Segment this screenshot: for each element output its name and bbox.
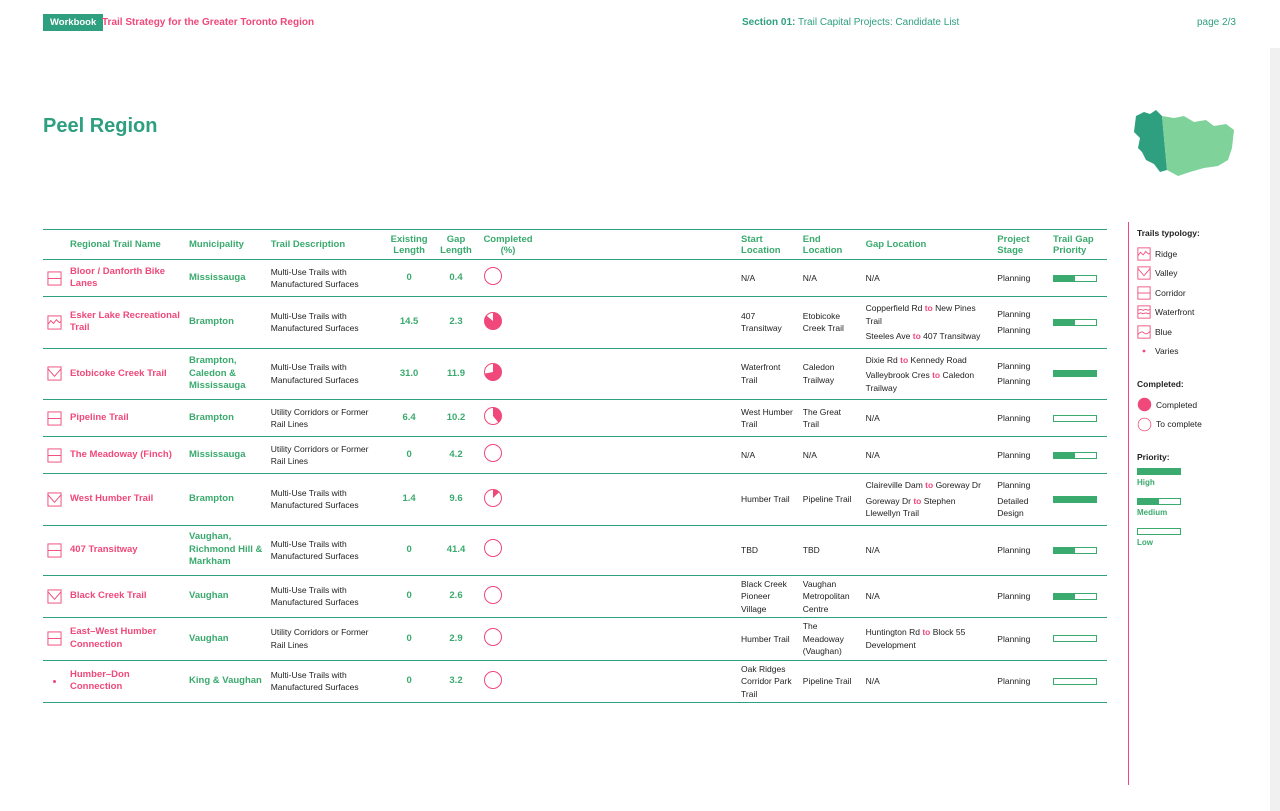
corridor-icon xyxy=(47,411,62,426)
priority-bar xyxy=(1053,370,1097,377)
gap-length: 2.6 xyxy=(449,590,463,601)
start-location: Humber Trail xyxy=(741,633,790,644)
trail-name: The Meadoway (Finch) xyxy=(70,448,172,460)
project-stage: Planning xyxy=(997,360,1031,371)
legend-typology-title: Trails typology: xyxy=(1137,228,1200,238)
legend-typology-item xyxy=(1137,342,1268,362)
completed-cell xyxy=(479,525,536,575)
legend-typology-item xyxy=(1137,303,1268,323)
legend-priority-title: Priority: xyxy=(1137,452,1170,462)
gap-from: Huntington Rd xyxy=(865,627,920,638)
municipality: Vaughan xyxy=(189,632,229,644)
existing-length: 6.4 xyxy=(402,411,416,423)
gap-location xyxy=(866,272,990,285)
blue-icon xyxy=(1137,325,1151,339)
end-location: Vaughan Metropolitan Centre xyxy=(802,578,850,614)
trail-description: Multi-Use Trails with Manufactured Surfaces xyxy=(270,584,359,608)
start-location: TBD xyxy=(741,544,759,555)
priority-bar-fill xyxy=(1054,371,1096,376)
legend-typology-item xyxy=(1137,264,1268,284)
header-gap-location: Gap Location xyxy=(865,239,927,250)
spacer-cell xyxy=(537,297,738,349)
end-location: Pipeline Trail xyxy=(802,676,852,686)
gap-length: 41.4 xyxy=(446,543,466,555)
gap-location-cell xyxy=(862,348,994,400)
gap-location xyxy=(866,330,990,343)
trail-description: Multi-Use Trails with Manufactured Surfaces xyxy=(270,669,359,693)
gap-to: Goreway Dr xyxy=(935,480,981,490)
priority-bar-fill xyxy=(1054,497,1096,502)
municipality: Vaughan xyxy=(189,590,229,601)
gap-location xyxy=(866,590,990,603)
trail-name: Esker Lake Recreational Trail xyxy=(70,309,180,334)
varies-icon xyxy=(47,674,62,689)
priority-cell xyxy=(1049,575,1107,618)
table-row[interactable] xyxy=(43,474,1107,526)
gap-location xyxy=(866,302,990,327)
valley-icon xyxy=(47,589,62,604)
legend-completed-item xyxy=(1137,395,1268,415)
project-stage: Planning xyxy=(997,449,1031,460)
start-location: N/A xyxy=(741,272,756,283)
project-stage: Planning xyxy=(997,480,1031,490)
priority-bar-fill xyxy=(1054,594,1075,599)
municipality: Mississauga xyxy=(189,271,246,283)
trail-name: West Humber Trail xyxy=(70,493,154,504)
spacer-cell xyxy=(537,525,738,575)
gap-location xyxy=(866,369,990,394)
gap-location-text: N/A xyxy=(865,272,880,283)
legend-completed-item xyxy=(1137,415,1268,435)
trail-typology-cell xyxy=(43,400,66,437)
spacer-cell xyxy=(537,660,738,703)
trail-description: Multi-Use Trails with Manufactured Surfaces xyxy=(270,538,359,561)
end-location: Caledon Trailway xyxy=(802,362,835,385)
existing-length: 0 xyxy=(406,543,412,555)
header-gap: Gap Length xyxy=(440,233,472,256)
completed-pie xyxy=(483,670,503,690)
existing-length: 14.5 xyxy=(399,316,419,327)
spacer-cell xyxy=(537,260,738,297)
completed-pie xyxy=(483,311,503,331)
priority-cell xyxy=(1049,660,1107,703)
project-stage-cell xyxy=(993,297,1049,349)
valley-icon xyxy=(47,492,62,507)
completed-pie xyxy=(483,585,503,605)
gap-location xyxy=(866,544,990,557)
gap-location-cell xyxy=(862,525,994,575)
legend-completed-label: To complete xyxy=(1156,419,1202,430)
completed-cell xyxy=(479,297,536,349)
trail-typology-cell xyxy=(43,474,66,526)
municipality: Brampton xyxy=(189,493,234,504)
start-location: 407 Transitway xyxy=(741,310,782,334)
gap-length: 4.2 xyxy=(449,448,463,460)
completed-pie xyxy=(483,406,503,426)
end-location: N/A xyxy=(802,272,817,283)
completed-pie xyxy=(1137,417,1152,432)
legend-completed-list xyxy=(1137,395,1268,434)
gap-location-cell xyxy=(862,297,994,349)
gap-length: 0.4 xyxy=(449,271,463,283)
start-location: Humber Trail xyxy=(741,494,790,504)
completed-pie xyxy=(483,362,503,382)
priority-bar xyxy=(1053,319,1097,326)
start-location: Oak Ridges Corridor Park Trail xyxy=(741,663,792,699)
municipality: Brampton xyxy=(189,316,234,327)
corridor-icon xyxy=(47,543,62,558)
start-location: Waterfront Trail xyxy=(741,362,781,385)
end-location: Etobicoke Creek Trail xyxy=(802,310,844,334)
region-title: Peel Region xyxy=(43,115,158,137)
table-body xyxy=(43,260,1107,703)
gap-joiner: to xyxy=(912,331,921,341)
project-stage: Planning xyxy=(997,591,1031,601)
waterfront-icon xyxy=(1137,305,1151,319)
legend-completed-title: Completed: xyxy=(1137,379,1184,389)
map-other-region xyxy=(1162,116,1234,176)
legend-typology-item xyxy=(1137,322,1268,342)
gap-location-text: N/A xyxy=(865,412,880,423)
corridor-icon xyxy=(1137,286,1151,300)
completed-cell xyxy=(479,660,536,703)
gap-from: Steeles Ave xyxy=(865,331,911,341)
municipality: King & Vaughan xyxy=(189,675,262,686)
table-row[interactable] xyxy=(43,400,1107,437)
project-stage: Planning xyxy=(997,309,1031,320)
valley-icon xyxy=(1137,266,1151,280)
gap-to: New Pines Trail xyxy=(865,303,976,326)
project-stage-cell xyxy=(993,260,1049,297)
gap-location-text: N/A xyxy=(865,449,880,460)
priority-cell xyxy=(1049,474,1107,526)
gap-location xyxy=(866,412,990,425)
trail-typology-cell xyxy=(43,618,66,661)
trail-name: Bloor / Danforth Bike Lanes xyxy=(70,265,166,289)
legend-typology-label: Blue xyxy=(1155,326,1173,337)
priority-bar xyxy=(1053,275,1097,282)
priority-bar xyxy=(1137,498,1181,505)
end-location: Pipeline Trail xyxy=(802,494,852,504)
gap-length: 2.9 xyxy=(449,632,463,644)
header-priority: Trail Gap Priority xyxy=(1053,233,1094,256)
trail-typology-cell xyxy=(43,260,66,297)
existing-length: 1.4 xyxy=(402,493,416,504)
municipality: Vaughan, Richmond Hill & Markham xyxy=(189,531,263,568)
gap-joiner: to xyxy=(924,303,933,313)
pie-slice xyxy=(1138,398,1151,411)
priority-bar xyxy=(1137,468,1181,475)
trail-typology-cell xyxy=(43,348,66,400)
completed-cell xyxy=(479,474,536,526)
trail-typology-cell xyxy=(43,575,66,618)
municipality: Brampton xyxy=(189,411,234,423)
table-row[interactable] xyxy=(43,575,1107,618)
corridor-icon xyxy=(47,631,62,646)
completed-cell xyxy=(479,437,536,474)
table-row[interactable] xyxy=(43,348,1107,400)
legend-panel xyxy=(1128,222,1268,785)
municipality: Brampton, Caledon & Mississauga xyxy=(189,355,246,391)
legend-completed-label: Completed xyxy=(1156,399,1198,410)
gap-length: 2.3 xyxy=(449,316,463,327)
gap-length: 10.2 xyxy=(446,411,466,423)
priority-bar-fill xyxy=(1138,499,1159,504)
trail-name: Etobicoke Creek Trail xyxy=(70,367,167,379)
section-title xyxy=(742,17,959,28)
spacer-cell xyxy=(537,618,738,661)
trail-typology-cell xyxy=(43,525,66,575)
trail-name: Pipeline Trail xyxy=(70,411,129,423)
end-location: The Great Trail xyxy=(802,406,842,429)
gap-location-cell xyxy=(862,474,994,526)
trail-typology-cell xyxy=(43,660,66,703)
trail-name: 407 Transitway xyxy=(70,543,138,555)
project-stage: Planning xyxy=(997,544,1031,555)
gap-location-cell xyxy=(862,400,994,437)
completed-cell xyxy=(479,260,536,297)
corridor-icon xyxy=(47,271,62,286)
start-location: N/A xyxy=(741,449,756,460)
project-stage-cell xyxy=(993,575,1049,618)
table-row[interactable] xyxy=(43,660,1107,703)
completed-pie xyxy=(483,538,503,558)
priority-cell xyxy=(1049,400,1107,437)
existing-length: 0 xyxy=(406,632,412,644)
map-highlight-region xyxy=(1134,110,1167,172)
trail-description: Utility Corridors or Former Rail Lines xyxy=(270,627,369,650)
scrollbar-track[interactable] xyxy=(1270,48,1280,811)
priority-bar-fill xyxy=(1054,453,1075,458)
completed-pie xyxy=(483,627,503,647)
gap-location xyxy=(866,675,990,688)
spacer-cell xyxy=(537,348,738,400)
priority-bar-fill xyxy=(1138,469,1180,474)
gap-location-text: N/A xyxy=(865,676,880,686)
gap-to: Caledon Trailway xyxy=(865,370,975,393)
header-municipality: Municipality xyxy=(189,239,244,250)
gap-length: 9.6 xyxy=(449,493,463,504)
legend-typology-item xyxy=(1137,283,1268,303)
legend-priority-label: Low xyxy=(1137,538,1153,547)
trail-description: Utility Corridors or Former Rail Lines xyxy=(270,406,369,429)
valley-icon xyxy=(47,366,62,381)
trail-typology-cell xyxy=(43,297,66,349)
priority-cell xyxy=(1049,525,1107,575)
trail-projects-table xyxy=(43,229,1107,703)
priority-bar-fill xyxy=(1054,276,1075,281)
spacer-cell xyxy=(537,437,738,474)
gap-from: Copperfield Rd xyxy=(865,303,923,313)
project-stage: Planning xyxy=(997,676,1031,686)
header-existing: Existing Length xyxy=(390,233,428,256)
existing-length: 0 xyxy=(406,448,412,460)
project-stage: Planning xyxy=(997,324,1031,335)
completed-cell xyxy=(479,400,536,437)
completed-cell xyxy=(479,348,536,400)
existing-length: 0 xyxy=(406,675,412,686)
end-location: The Meadoway (Vaughan) xyxy=(802,621,844,656)
priority-bar xyxy=(1053,593,1097,600)
gap-location-cell xyxy=(862,437,994,474)
priority-cell xyxy=(1049,348,1107,400)
priority-cell xyxy=(1049,618,1107,661)
spacer-cell xyxy=(537,575,738,618)
gap-from: Claireville Dam xyxy=(865,480,923,490)
municipality: Mississauga xyxy=(189,448,246,460)
gap-location-text: N/A xyxy=(865,591,880,601)
table-row[interactable] xyxy=(43,260,1107,297)
trail-description: Multi-Use Trails with Manufactured Surfaces xyxy=(270,362,359,385)
gap-from: Goreway Dr xyxy=(865,495,911,506)
priority-bar xyxy=(1137,528,1181,535)
spacer-cell xyxy=(537,474,738,526)
project-stage: Planning xyxy=(997,412,1031,423)
project-stage-cell xyxy=(993,400,1049,437)
trail-name: East–West Humber Connection xyxy=(70,626,157,650)
project-stage: Planning xyxy=(997,376,1031,387)
table-row[interactable] xyxy=(43,525,1107,575)
gap-to: 407 Transitway xyxy=(923,331,981,341)
ridge-icon xyxy=(47,315,62,330)
trail-name: Black Creek Trail xyxy=(70,590,147,601)
varies-icon xyxy=(1137,344,1151,358)
gap-location-cell xyxy=(862,660,994,703)
priority-bar-fill xyxy=(1054,548,1075,553)
ridge-icon xyxy=(1137,247,1151,261)
table-header-row xyxy=(43,230,1107,260)
legend-typology-label: Waterfront xyxy=(1155,307,1195,318)
priority-bar xyxy=(1053,547,1097,554)
legend-typology-label: Ridge xyxy=(1155,248,1178,259)
page-header xyxy=(43,14,1280,32)
gap-location xyxy=(866,354,990,367)
gap-to: Stephen Llewellyn Trail xyxy=(865,495,956,518)
gap-from: Dixie Rd xyxy=(865,354,898,365)
gap-joiner: to xyxy=(932,370,941,380)
legend-typology-label: Varies xyxy=(1155,346,1179,357)
completed-pie xyxy=(483,443,503,463)
header-description: Trail Description xyxy=(270,239,346,250)
existing-length: 0 xyxy=(406,271,412,283)
priority-cell xyxy=(1049,297,1107,349)
gap-to: Block 55 Development xyxy=(865,627,966,650)
header-end: End Location xyxy=(802,233,843,256)
spacer-cell xyxy=(537,400,738,437)
project-stage-cell xyxy=(993,437,1049,474)
priority-bar xyxy=(1053,678,1097,685)
legend-priority-list xyxy=(1137,468,1268,547)
gap-joiner: to xyxy=(922,627,931,638)
gap-location-cell xyxy=(862,260,994,297)
legend-typology-item xyxy=(1137,244,1268,264)
priority-bar xyxy=(1053,452,1097,459)
end-location: N/A xyxy=(802,449,817,460)
gap-length: 11.9 xyxy=(447,367,465,379)
legend-typology-list xyxy=(1137,244,1268,361)
gap-location xyxy=(866,495,990,520)
trail-name: Humber–Don Connection xyxy=(70,668,130,693)
priority-cell xyxy=(1049,437,1107,474)
project-stage-cell xyxy=(993,618,1049,661)
table-row[interactable] xyxy=(43,437,1107,474)
document-title: Trail Strategy for the Greater Toronto Region xyxy=(102,17,315,28)
trail-description: Multi-Use Trails with Manufactured Surfaces xyxy=(270,266,359,289)
priority-cell xyxy=(1049,260,1107,297)
priority-bar-fill xyxy=(1054,320,1075,325)
header-icon-spacer xyxy=(43,230,66,260)
completed-cell xyxy=(479,618,536,661)
project-stage-cell xyxy=(993,348,1049,400)
header-start: Start Location xyxy=(741,233,781,256)
legend-typology-label: Corridor xyxy=(1155,287,1186,298)
project-stage: Planning xyxy=(997,633,1031,644)
project-stage-cell xyxy=(993,525,1049,575)
gap-joiner: to xyxy=(925,480,934,490)
existing-length: 0 xyxy=(406,590,412,601)
page-number: page 2/3 xyxy=(1197,17,1236,28)
end-location: TBD xyxy=(802,544,820,555)
trail-description: Multi-Use Trails with Manufactured Surfaces xyxy=(270,310,359,334)
table-row[interactable] xyxy=(43,297,1107,349)
workbook-badge: Workbook xyxy=(43,14,103,31)
trail-typology-cell xyxy=(43,437,66,474)
existing-length: 31.0 xyxy=(399,367,419,379)
priority-bar xyxy=(1053,635,1097,642)
gap-location xyxy=(866,449,990,462)
gap-from: Valleybrook Cres xyxy=(865,370,930,380)
legend-priority-label: High xyxy=(1137,478,1155,487)
project-stage: Planning xyxy=(997,272,1031,283)
legend-priority-label: Medium xyxy=(1137,508,1168,517)
priority-bar xyxy=(1053,415,1097,422)
project-stage-cell xyxy=(993,660,1049,703)
completed-pie xyxy=(483,488,503,508)
completed-pie xyxy=(483,266,503,286)
completed-pie xyxy=(1137,397,1152,412)
region-map xyxy=(1134,108,1236,178)
gap-location-text: N/A xyxy=(865,544,880,555)
legend-typology-label: Valley xyxy=(1155,268,1178,279)
priority-bar xyxy=(1053,496,1097,503)
project-stage-cell xyxy=(993,474,1049,526)
completed-cell xyxy=(479,575,536,618)
gap-location-cell xyxy=(862,575,994,618)
table-row[interactable] xyxy=(43,618,1107,661)
gap-to: Kennedy Road xyxy=(910,354,967,365)
start-location: West Humber Trail xyxy=(741,406,793,429)
header-name: Regional Trail Name xyxy=(70,239,161,250)
header-completed: Completed (%) xyxy=(483,233,533,256)
gap-location xyxy=(866,479,990,492)
section-name: Trail Capital Projects: Candidate List xyxy=(797,17,960,28)
gap-length: 3.2 xyxy=(449,675,463,686)
gap-location-cell xyxy=(862,618,994,661)
gap-location xyxy=(866,626,990,651)
gap-joiner: to xyxy=(900,354,909,365)
trail-description: Utility Corridors or Former Rail Lines xyxy=(270,443,369,466)
gap-joiner: to xyxy=(913,495,922,506)
corridor-icon xyxy=(47,448,62,463)
trail-description: Multi-Use Trails with Manufactured Surfaces xyxy=(270,487,359,511)
section-prefix: Section 01: xyxy=(742,17,796,28)
header-stage: Project Stage xyxy=(997,233,1030,256)
header-spacer xyxy=(537,230,738,260)
project-stage: Detailed Design xyxy=(997,495,1029,518)
start-location: Black Creek Pioneer Village xyxy=(741,578,787,614)
